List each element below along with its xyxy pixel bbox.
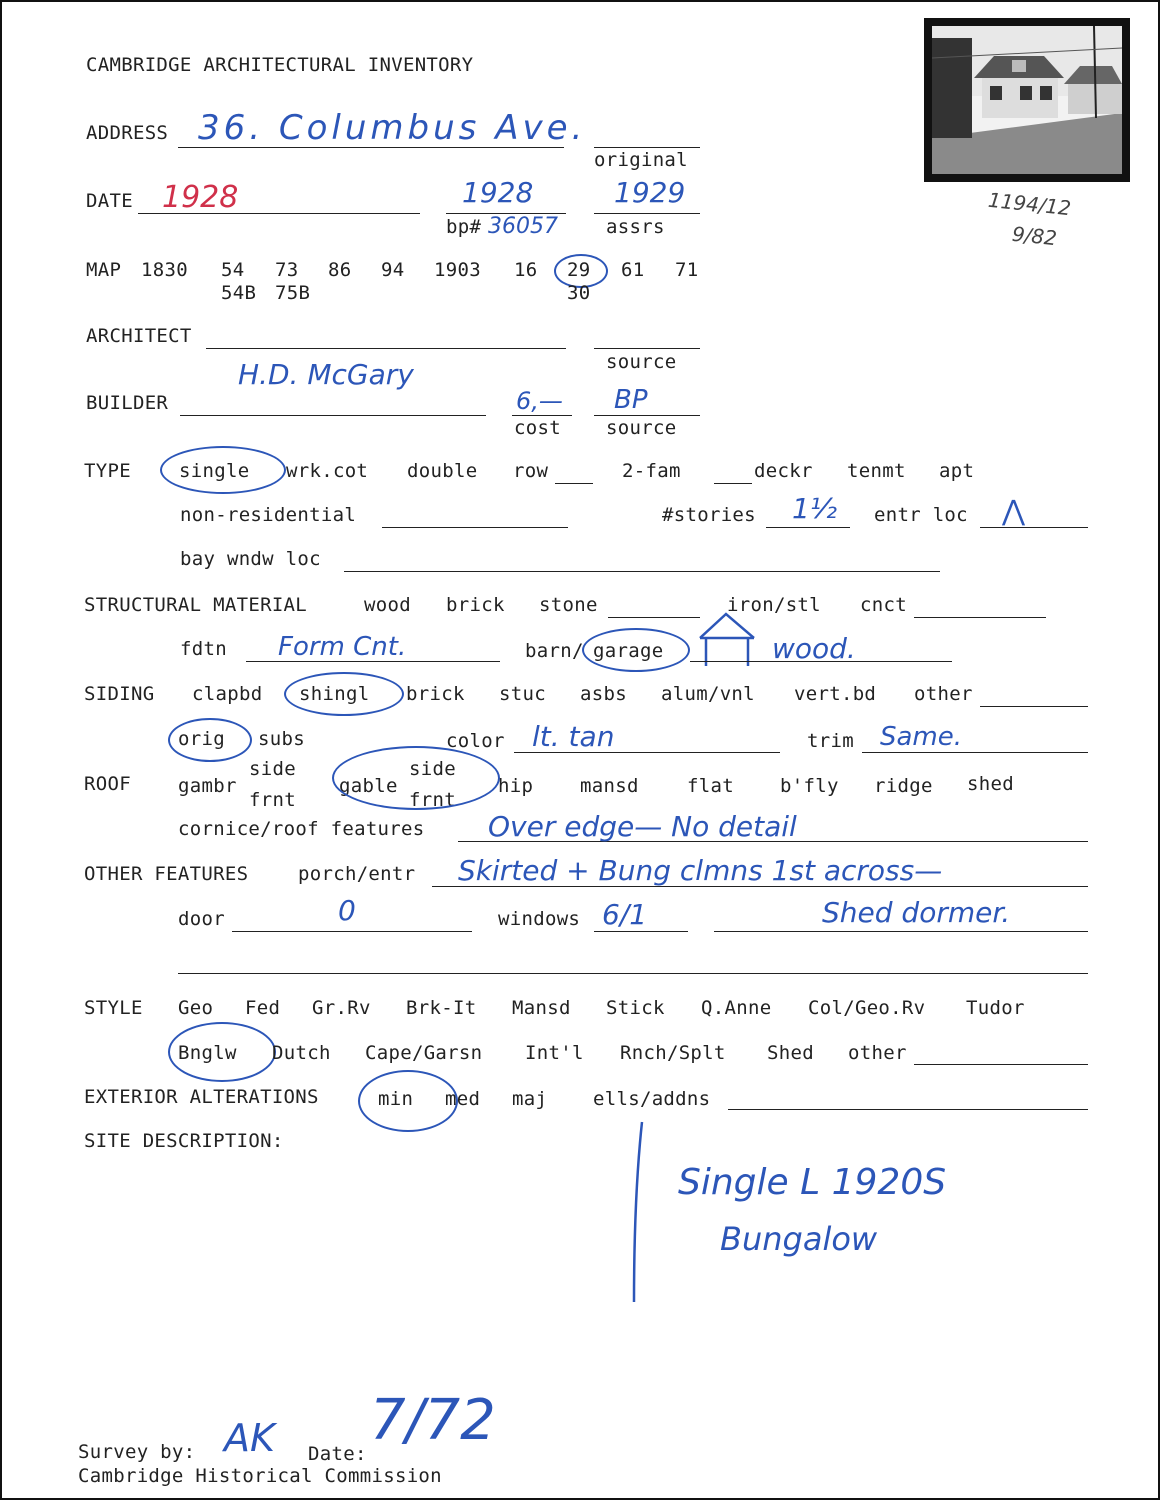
alt-med: med [445,1088,481,1110]
cornice-value: Over edge— No detail [488,810,797,843]
builder-source-label: source [606,417,677,439]
builder-label: BUILDER [86,392,169,414]
date-survey-label: Date: [308,1443,367,1465]
bp-label: bp# [446,216,482,238]
windows-value: 6/1 [602,898,648,931]
style-mansd: Mansd [512,997,571,1019]
bp-year: 1928 [462,176,534,209]
style-other: other [848,1042,907,1064]
roof-gable-side: side [409,758,456,780]
map-1903: 1903 [434,259,481,281]
assrs-value: 1929 [614,176,686,209]
roof-gambr: gambr [178,775,237,797]
roof-hip: hip [498,775,534,797]
site-label: SITE DESCRIPTION: [84,1130,284,1152]
map-54b: 54B [221,282,257,304]
style-intl: Int'l [525,1042,584,1064]
roof-ridge: ridge [874,775,933,797]
style-shed: Shed [767,1042,814,1064]
survey-org: Cambridge Historical Commission [78,1465,442,1487]
style-fed: Fed [245,997,281,1019]
builder-source-value: BP [614,385,648,415]
map-1830: 1830 [141,259,188,281]
type-single-circle [160,446,286,494]
nonres-label: non-residential [180,504,357,526]
style-qanne: Q.Anne [701,997,772,1019]
roof-mansd: mansd [580,775,639,797]
color-label: color [446,730,505,752]
siding-stuc: stuc [499,683,546,705]
style-label: STYLE [84,997,143,1019]
date-value: 1928 [162,180,239,215]
map-30: 30 [567,282,591,304]
siding-shingl-circle [284,672,404,716]
stories-label: #stories [662,504,756,526]
roof-label: ROOF [84,773,131,795]
type-double: double [407,460,478,482]
stories-value: 1½ [792,492,837,525]
struct-wood: wood [364,594,411,616]
trim-value: Same. [880,722,963,752]
style-rnchsplt: Rnch/Splt [620,1042,726,1064]
bp-number: 36057 [488,214,558,239]
style-grrv: Gr.Rv [312,997,371,1019]
map-94: 94 [381,259,405,281]
other-features-label: OTHER FEATURES [84,863,249,885]
siding-other: other [914,683,973,705]
entr-value: ⋀ [1002,494,1025,527]
siding-asbs: asbs [580,683,627,705]
style-bnglw: Bnglw [178,1042,237,1064]
subs-label: subs [258,728,305,750]
structural-label: STRUCTURAL MATERIAL [84,594,308,616]
site-line-1: Single L 1920S [678,1162,947,1203]
entr-label: entr loc [874,504,968,526]
alt-min: min [378,1088,414,1110]
alt-min-circle [358,1070,458,1132]
map-71: 71 [675,259,699,281]
type-single: single [179,460,250,482]
map-label: MAP [86,259,122,281]
architect-label: ARCHITECT [86,325,192,347]
survey-label: Survey by: [78,1441,196,1463]
siding-alumvnl: alum/vnl [661,683,755,705]
siding-clapbd: clapbd [192,683,263,705]
style-bnglw-circle [168,1022,276,1082]
bay-label: bay wndw loc [180,548,321,570]
siding-shingl: shingl [299,683,370,705]
date-label: DATE [86,190,133,212]
type-wrkcot: wrk.cot [286,460,369,482]
roof-shed: shed [967,773,1014,795]
garage-label: garage [593,640,664,662]
type-row: row [513,460,549,482]
roof-gable-circle [332,746,500,810]
garage-value: wood. [772,632,856,665]
orig-circle [168,718,252,762]
type-tenmt: tenmt [847,460,906,482]
address-value: 36. Columbus Ave. [198,108,587,148]
trim-label: trim [807,730,854,752]
roof-gable-frnt: frnt [409,789,456,811]
style-brkit: Brk-It [406,997,477,1019]
style-tudor: Tudor [966,997,1025,1019]
address-label: ADDRESS [86,122,169,144]
cornice-label: cornice/roof features [178,818,425,840]
roof-gambr-frnt: frnt [249,789,296,811]
map-73: 73 [275,259,299,281]
roof-gambr-side: side [249,758,296,780]
alt-ellsaddns: ells/addns [593,1088,711,1110]
builder-value: H.D. McGary [238,358,414,391]
garage-sketch-icon [694,610,760,668]
style-geo: Geo [178,997,214,1019]
house-photo [924,18,1130,182]
siding-brick: brick [406,683,465,705]
fdtn-value: Form Cnt. [278,632,407,662]
type-2fam: 2-fam [622,460,681,482]
photo-note-2: 9/82 [1010,221,1059,251]
map-29: 29 [567,259,591,281]
architect-source-label: source [606,351,677,373]
cost-value: 6,— [516,387,563,415]
site-divider-stroke [622,1118,652,1308]
roof-bfly: b'fly [780,775,839,797]
site-line-2: Bungalow [720,1220,878,1258]
fdtn-label: fdtn [180,638,227,660]
type-label: TYPE [84,460,131,482]
style-capegarsn: Cape/Garsn [365,1042,483,1064]
style-dutch: Dutch [272,1042,331,1064]
alt-maj: maj [512,1088,548,1110]
photo-note-1: 1194/12 [986,187,1073,221]
roof-flat: flat [687,775,734,797]
type-apt: apt [939,460,975,482]
orig-label: orig [178,728,225,750]
style-stick: Stick [606,997,665,1019]
type-deckr: deckr [754,460,813,482]
struct-brick: brick [446,594,505,616]
assrs-label: assrs [606,216,665,238]
barn-label: barn/ [525,640,584,662]
style-colgeorv: Col/Geo.Rv [808,997,926,1019]
date-survey-value: 7/72 [370,1388,496,1453]
struct-stone: stone [539,594,598,616]
siding-vertbd: vert.bd [794,683,877,705]
struct-ironstl: iron/stl [727,594,821,616]
color-value: lt. tan [532,720,615,753]
windows-extra: Shed dormer. [822,896,1011,929]
roof-gable: gable [339,775,398,797]
struct-cnct: cnct [860,594,907,616]
cost-label: cost [514,417,561,439]
porch-value: Skirted + Bung clmns 1st across— [458,854,943,887]
map-54: 54 [221,259,245,281]
map-16: 16 [514,259,538,281]
siding-label: SIDING [84,683,155,705]
alterations-label: EXTERIOR ALTERATIONS [84,1086,319,1108]
door-value: 0 [338,894,356,927]
windows-label: windows [498,908,581,930]
door-label: door [178,908,225,930]
porch-label: porch/entr [298,863,416,885]
form-title: CAMBRIDGE ARCHITECTURAL INVENTORY [86,54,474,76]
map-86: 86 [328,259,352,281]
map-61: 61 [621,259,645,281]
survey-value: AK [224,1416,275,1460]
original-label: original [594,149,688,171]
garage-circle [582,628,690,672]
map-75b: 75B [275,282,311,304]
